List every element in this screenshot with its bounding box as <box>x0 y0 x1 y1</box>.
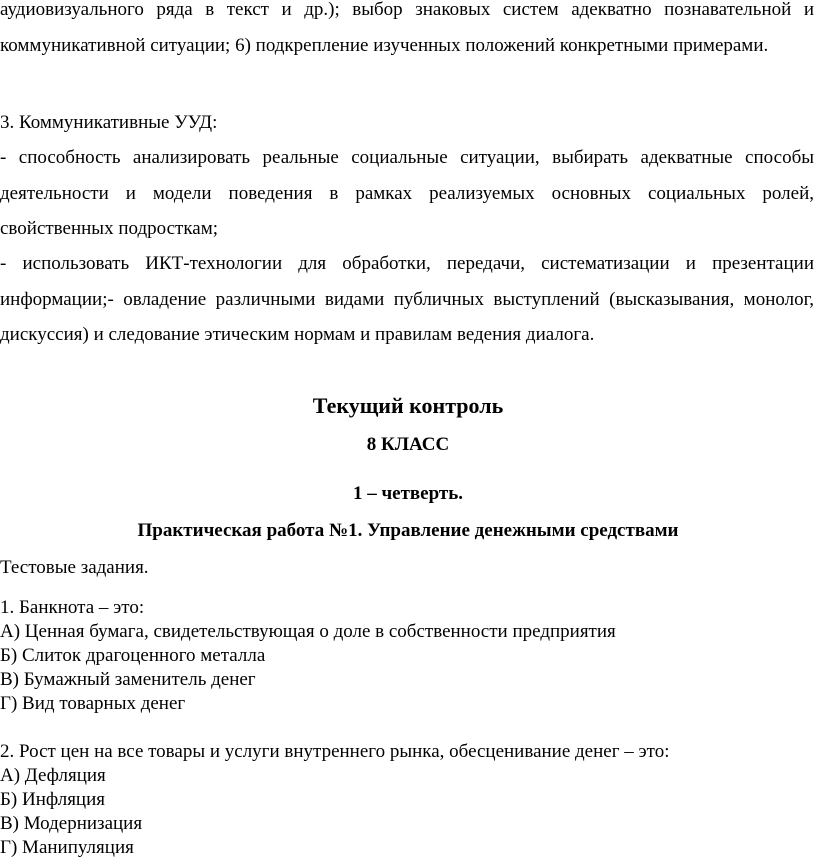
grade-label: 8 КЛАСС <box>366 434 450 455</box>
answer-option: Б) Инфляция <box>0 789 106 810</box>
bullet-ict-technologies: - использовать ИКТ-технологии для обработки, передачи, систематизации и презентации информации;- овладение различными видами публичных выступлений (высказывания, монолог, дискуссия) и следование этическим нормам и правилам ведения диалога. <box>0 253 814 345</box>
answer-option: В) Бумажный заменитель денег <box>0 669 256 690</box>
quarter-label: 1 – четверть. <box>352 483 464 504</box>
question-text: 1. Банкнота – это: <box>0 597 145 618</box>
control-title: Текущий контроль <box>312 393 504 418</box>
answer-option: Г) Вид товарных денег <box>0 693 186 714</box>
answer-option: В) Модернизация <box>0 813 143 834</box>
answer-option: Б) Слиток драгоценного металла <box>0 645 266 666</box>
question-text: 2. Рост цен на все товары и услуги внутреннего рынка, обесценивание денег – это: <box>0 741 670 762</box>
tests-label: Тестовые задания. <box>0 557 149 578</box>
answer-option: Г) Манипуляция <box>0 837 134 858</box>
practical-work-title: Практическая работа №1. Управление денежными средствами <box>137 520 679 541</box>
answer-option: А) Дефляция <box>0 765 106 786</box>
bullet-social-situations: - способность анализировать реальные социальные ситуации, выбирать адекватные способы деятельности и модели поведения в рамках реализуемых основных социальных ролей, свойственных подросткам; <box>0 147 814 239</box>
intro-paragraph: аудиовизуального ряда в текст и др.); выбор знаковых систем адекватно познавательной и коммуникативной ситуации; 6) подкрепление изученных положений конкретными примерами. <box>0 0 814 56</box>
section-3-title: 3. Коммуникативные УУД: <box>0 112 218 133</box>
answer-option: А) Ценная бумага, свидетельствующая о доле в собственности предприятия <box>0 621 616 642</box>
